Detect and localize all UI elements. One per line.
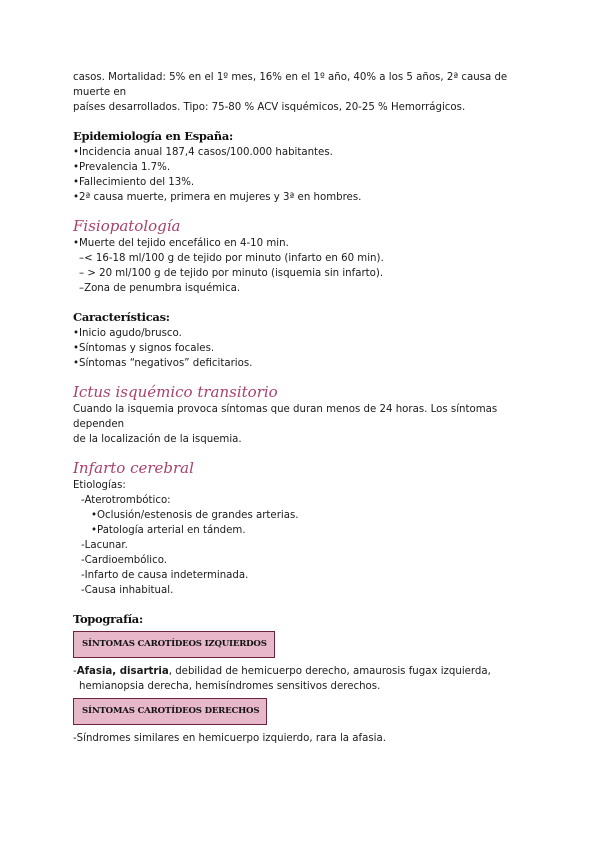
badge-carotideos-izquierdos: SÍNTOMAS CAROTÍDEOS IZQUIERDOS (73, 631, 275, 658)
section-fisiopatologia (73, 219, 533, 296)
list-subitem: •Patología arterial en tándem. (91, 525, 246, 536)
heading-ictus: Ictus isquémico transitorio (73, 383, 278, 401)
list-item: •Fallecimiento del 13%. (73, 177, 195, 188)
list-subitem: •Oclusión/estenosis de grandes arterias. (91, 510, 299, 521)
list-item: •2ª causa muerte, primera en mujeres y 3ª en hombres. (73, 192, 362, 203)
list-item: •Incidencia anual 187,4 casos/100.000 habitantes. (73, 147, 333, 158)
section-epidemiologia (73, 129, 533, 205)
heading-caracteristicas: Características: (73, 310, 170, 324)
list-item: •Prevalencia 1.7%. (73, 162, 171, 173)
heading-fisiopatologia: Fisiopatología (73, 217, 181, 235)
document-content (73, 70, 533, 746)
list-subitem: –Zona de penumbra isquémica. (79, 283, 241, 294)
dash: - (73, 666, 77, 677)
paragraph-line: de la localización de la isquemia. (73, 434, 242, 445)
list-item: -Cardioembólico. (81, 555, 168, 566)
list-item: •Inicio agudo/brusco. (73, 328, 182, 339)
section-topografia (73, 612, 533, 746)
paragraph-line (73, 664, 533, 679)
heading-infarto: Infarto cerebral (73, 459, 194, 477)
list-item: •Síntomas y signos focales. (73, 343, 215, 354)
list-subitem: –< 16-18 ml/100 g de tejido por minuto (infarto en 60 min). (79, 253, 384, 264)
list-item: -Aterotrombótico: (81, 495, 171, 506)
heading-topografia: Topografía: (73, 612, 143, 626)
list-item: -Lacunar. (81, 540, 128, 551)
bold-text: Afasia, disartria (76, 666, 169, 677)
heading-epidemiologia: Epidemiología en España: (73, 129, 233, 143)
badge-carotideos-derechos: SÍNTOMAS CAROTÍDEOS DERECHOS (73, 698, 267, 725)
list-subitem: – > 20 ml/100 g de tejido por minuto (isquemia sin infarto). (79, 268, 384, 279)
list-item: -Causa inhabitual. (81, 585, 174, 596)
etiologias-label: Etiologías: (73, 480, 126, 491)
intro-paragraph (73, 70, 533, 115)
intro-line: países desarrollados. Tipo: 75-80 % ACV isquémicos, 20-25 % Hemorrágicos. (73, 102, 466, 113)
intro-line: casos. Mortalidad: 5% en el 1º mes, 16% en el 1º año, 40% a los 5 años, 2ª causa de muerte en (73, 72, 508, 98)
list-item: -Infarto de causa indeterminada. (81, 570, 249, 581)
section-caracteristicas (73, 310, 533, 371)
list-item: •Síntomas “negativos” deficitarios. (73, 358, 253, 369)
paragraph-line: Cuando la isquemia provoca síntomas que duran menos de 24 horas. Los síntomas dependen (73, 404, 498, 430)
section-infarto (73, 461, 533, 598)
section-ictus (73, 385, 533, 447)
paragraph-line: hemianopsia derecha, hemisíndromes sensitivos derechos. (79, 681, 381, 692)
list-item: •Muerte del tejido encefálico en 4-10 min. (73, 238, 289, 249)
paragraph-line: -Síndromes similares en hemicuerpo izquierdo, rara la afasia. (73, 733, 386, 744)
text-span: , debilidad de hemicuerpo derecho, amaurosis fugax izquierda, (168, 666, 491, 677)
